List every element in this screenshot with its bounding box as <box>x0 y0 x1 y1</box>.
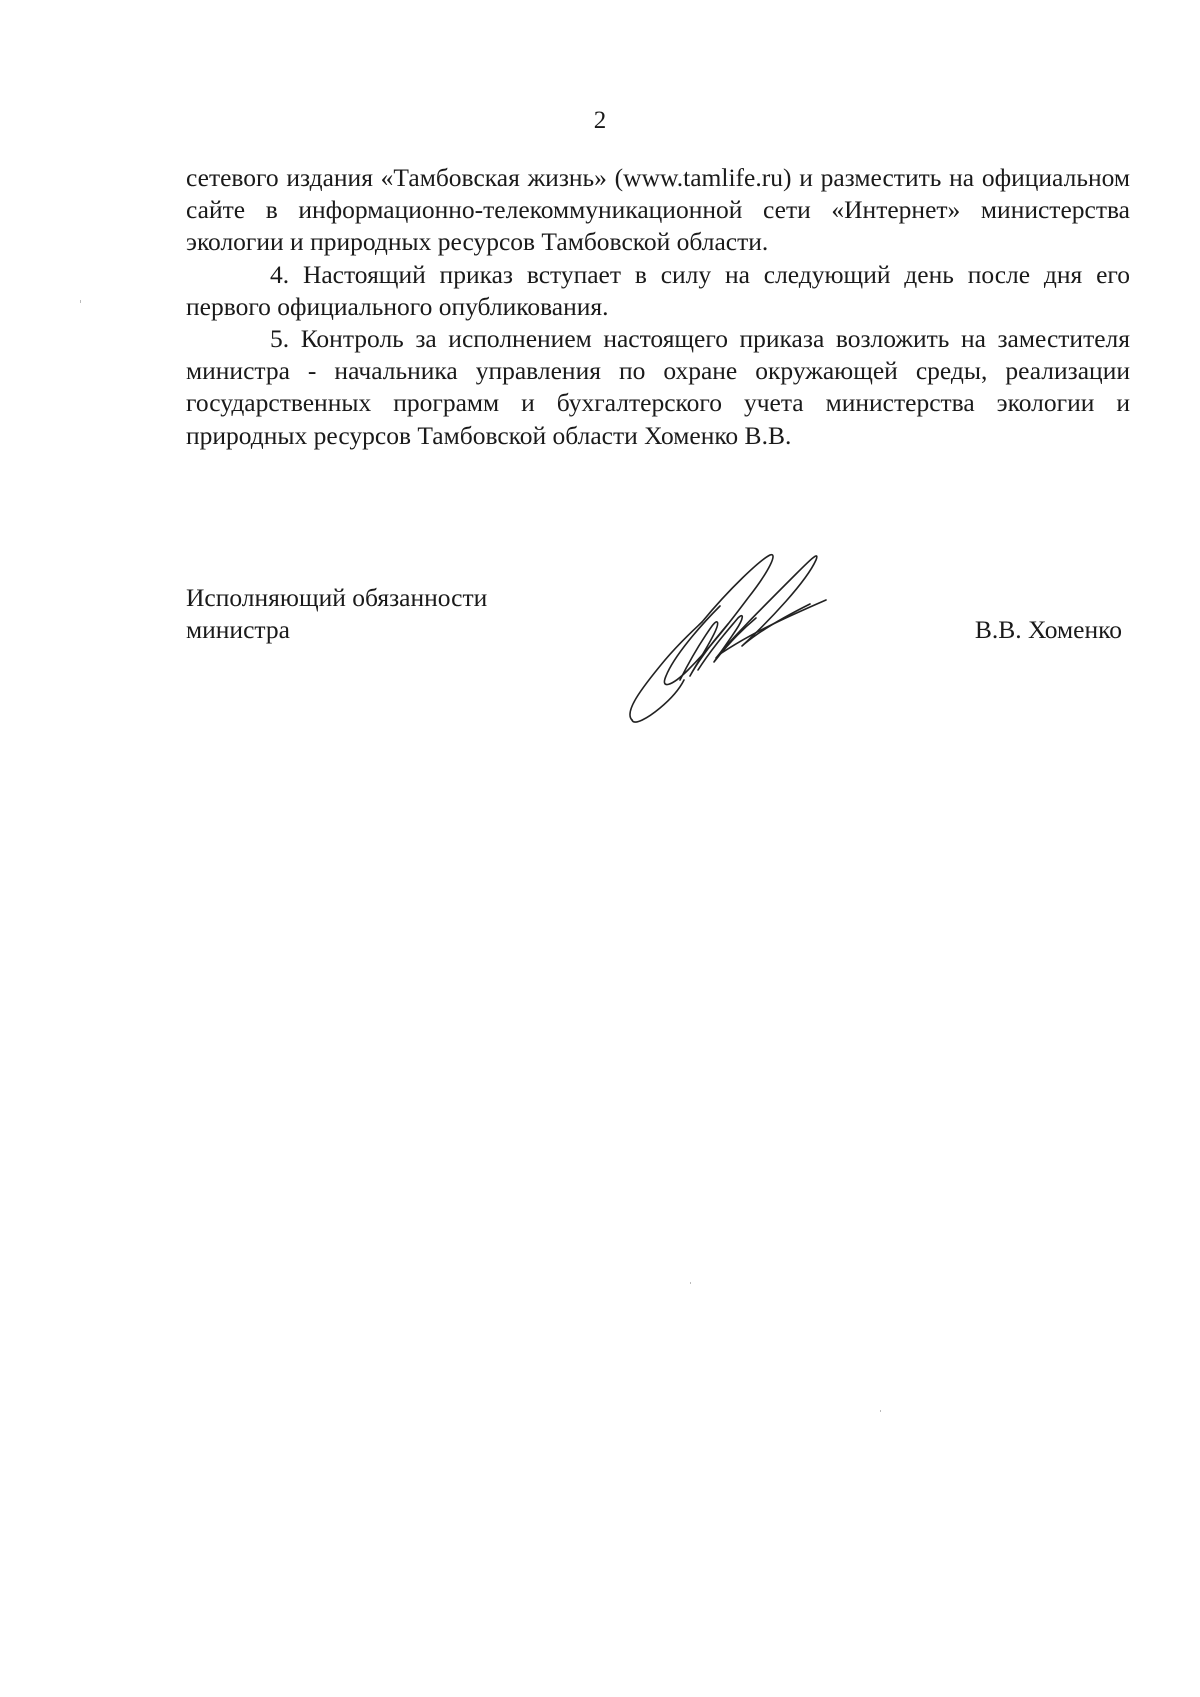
scan-artifact <box>880 1410 881 1412</box>
signer-title-line-2: министра <box>186 615 290 644</box>
paragraph-publication: сетевого издания «Тамбовская жизнь» (www.tamlife.ru) и разместить на официальном сайте в информационно-телекоммуникационной сети «Интернет» министерства экологии и природных ресурсов Тамбовской области. <box>186 163 1130 257</box>
signer-name: В.В. Хоменко <box>974 615 1122 644</box>
document-body <box>186 162 1130 452</box>
handwritten-signature <box>620 530 830 730</box>
signature-stroke <box>720 600 826 654</box>
signature-stroke <box>632 680 684 722</box>
page-number: 2 <box>593 107 607 134</box>
paragraph-item-5: 5. Контроль за исполнением настоящего приказа возложить на заместителя министра - начальника управления по охране окружающей среды, реализации государственных программ и бухгалтерского учета министерства экологии и природных ресурсов Тамбовской области Хоменко В.В. <box>186 324 1130 450</box>
scan-artifact <box>690 1282 691 1284</box>
signer-title <box>186 582 487 646</box>
signer-title-line-1: Исполняющий обязанности <box>186 583 488 612</box>
signature-stroke <box>664 555 773 685</box>
paragraph-item-4: 4. Настоящий приказ вступает в силу на следующий день после дня его первого официального опубликования. <box>186 259 1130 321</box>
scan-artifact <box>80 300 81 303</box>
